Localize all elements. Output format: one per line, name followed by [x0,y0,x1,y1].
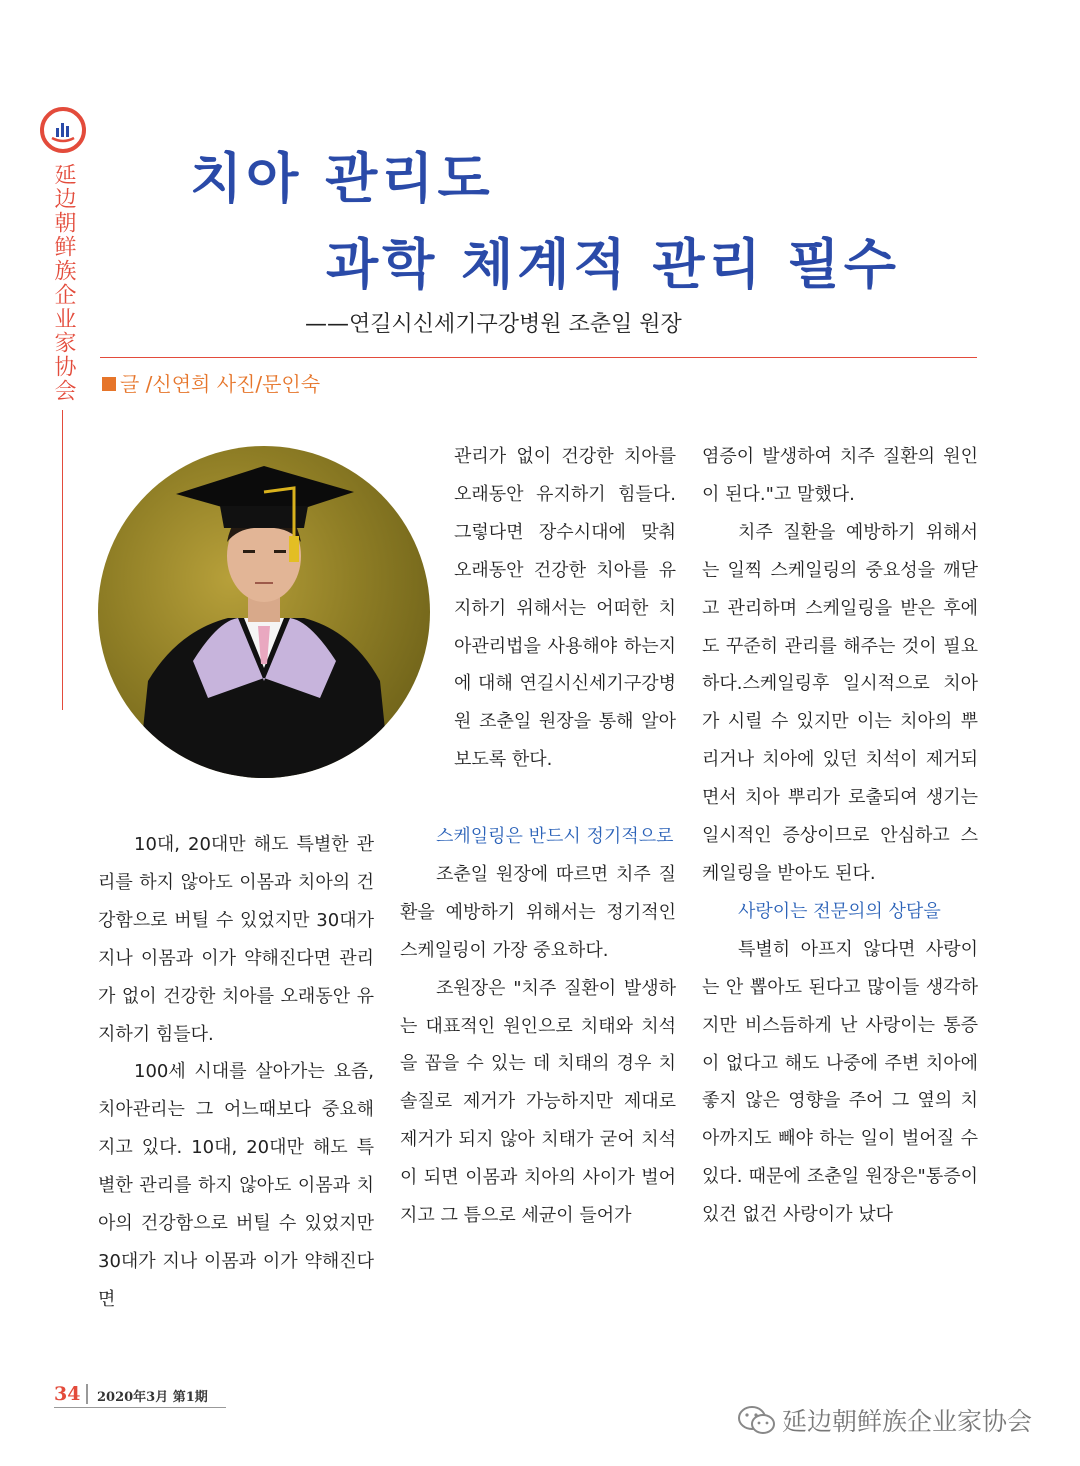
article-title-line-2: 과학 체계적 관리 필수 [326,233,900,296]
watermark-text: 延边朝鲜族企业家协会 [782,1407,1033,1436]
section-heading-wisdom-tooth: 사랑이는 전문의의 상담을 [738,900,941,922]
paragraph: 100세 시대를 살아가는 요즘, 치아관리는 그 어느때보다 중요해 지고 있다. 10대, 20대만 해도 특별한 관리를 하지 않아도 이몸과 치아의 건강함으로 버틸 수 있었지만 30대가 지나 이몸과 이가 약해진다면 [98,1061,374,1310]
article-column-3 [702,438,978,1234]
association-name: 延边朝鲜族企业家协会 [51,163,76,403]
header-divider [100,357,977,358]
paragraph: 10대, 20대만 해도 특별한 관리를 하지 않아도 이몸과 치아의 건강함으로 버틸 수 있었지만 30대가 지나 이몸과 이가 약해진다면 관리가 없이 건강한 치아를 오래동안 유지하기 힘들다. [98,834,374,1045]
paragraph: 조원장은 "치주 질환이 발생하는 대표적인 원인으로 치태와 치석을 꼽을 수 있는 데 치태의 경우 치솔질로 제거가 가능하지만 제대로 제거가 되지 않아 치태가 굳어 치석이 되면 이몸과 치아의 사이가 벌어지고 그 틈으로 세균이 들어가 [400,977,676,1227]
side-divider [62,410,63,710]
article-subtitle: ——연길시신세기구강병원 조춘일 원장 [305,312,682,337]
association-logo [40,107,86,153]
footer-separator [86,1384,88,1404]
paragraph: 염증이 발생하여 치주 질환의 원인이 된다."고 말했다. [702,446,978,505]
graduate-portrait-illustration [98,446,430,778]
byline-text: 글 /신연희 사진/문인숙 [120,372,321,396]
paragraph: 치주 질환을 예방하기 위해서는 일찍 스케일링의 중요성을 깨닫고 관리하며 스케일링을 받은 후에도 꾸준히 관리를 해주는 것이 필요하다.스케일링후 일시적으로 치아가 시릴 수 있지만 이는 치아의 뿌리거나 치아에 있던 치석이 제거되면서 치아 뿌리가 로출되여 생기는 일시적인 증상이므로 안심하고 스케일링을 받아도 된다. [702,521,978,884]
byline-square-icon [102,377,116,391]
footer-rule [54,1407,226,1408]
wechat-icon [737,1404,777,1442]
page-number: 34 [54,1383,81,1405]
portrait-photo [98,446,430,778]
section-heading-scaling: 스케일링은 반드시 정기적으로 [436,826,674,847]
article-column-1 [98,826,374,1319]
article-column-2-top [454,438,676,779]
paragraph: 조춘일 원장에 따르면 치주 질환을 예방하기 위해서는 정기적인 스케일링이 가장 중요하다. [400,863,676,961]
article-title-line-1: 치아 관리도 [190,147,494,210]
issue-label: 2020年3月 第1期 [97,1390,208,1405]
paragraph: 관리가 없이 건강한 치아를 오래동안 유지하기 힘들다. 그렇다면 장수시대에 맞춰 오래동안 건강한 치아를 유지하기 위해서는 어떠한 치아관리법을 사용해야 하는지에 대해 연길시신세기구강병원 조춘일 원장을 통해 알아보도록 한다. [454,446,676,771]
article-column-2-bottom [400,818,676,1235]
logo-mark-icon [44,111,82,149]
byline [102,368,320,397]
paragraph: 특별히 아프지 않다면 사랑이는 안 뽑아도 된다고 많이들 생각하지만 비스듬하게 난 사랑이는 통증이 없다고 해도 나중에 주변 치아에 좋지 않은 영향을 주어 그 옆의 치아까지도 빼야 하는 일이 벌어질 수 있다. 때문에 조춘일 원장은"통증이 있건 없건 사랑이가 났다 [702,938,978,1226]
